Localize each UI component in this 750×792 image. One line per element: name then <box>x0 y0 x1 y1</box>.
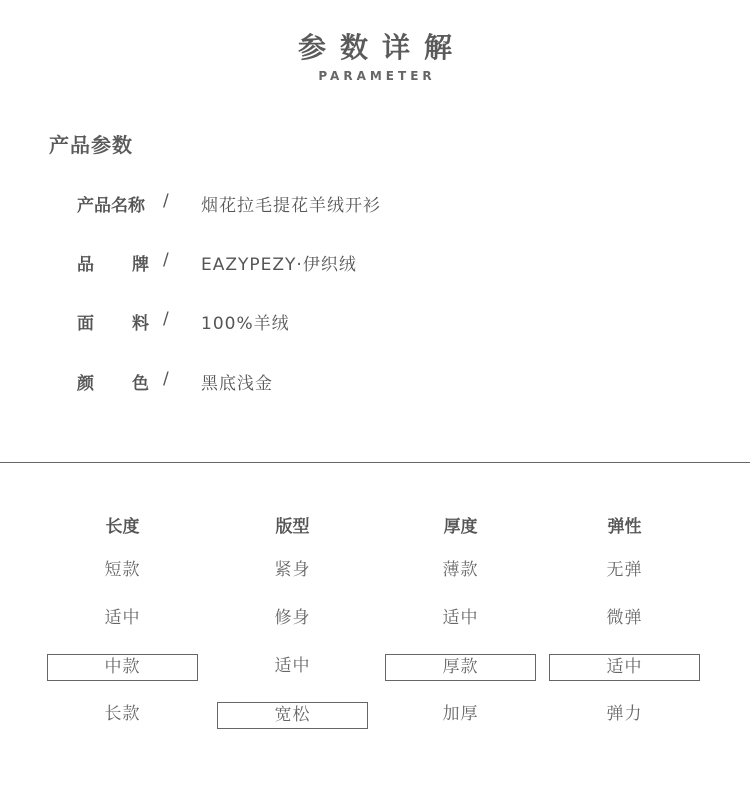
param-value: 100%羊绒 <box>201 314 290 334</box>
param-separator: / <box>163 250 169 270</box>
grid-option: 加厚 <box>442 704 479 724</box>
param-label <box>77 309 149 334</box>
grid-header-length: 长度 <box>105 517 140 537</box>
param-label-char: 品 <box>77 255 94 275</box>
grid-option: 适中 <box>442 608 479 628</box>
grid-option: 无弹 <box>606 560 643 580</box>
grid-option-selected: 宽松 <box>217 702 368 729</box>
page-title: 参数详解 <box>297 31 466 64</box>
grid-header-elasticity: 弹性 <box>607 517 642 537</box>
param-separator: / <box>163 369 169 389</box>
grid-option: 弹力 <box>606 704 643 724</box>
param-label <box>77 191 149 216</box>
grid-option: 紧身 <box>274 560 311 580</box>
grid-header-fit: 版型 <box>275 517 310 537</box>
grid-option: 长款 <box>104 704 141 724</box>
param-label-text: 产品名称 <box>77 196 145 216</box>
param-label-char: 料 <box>132 314 149 334</box>
param-label-char: 色 <box>132 374 149 394</box>
grid-option: 适中 <box>274 656 311 676</box>
param-label-char: 颜 <box>77 374 94 394</box>
param-value: EAZYPEZY·伊织绒 <box>201 255 357 275</box>
param-value: 烟花拉毛提花羊绒开衫 <box>201 196 381 216</box>
param-value: 黑底浅金 <box>201 374 273 394</box>
param-label-char: 面 <box>77 314 94 334</box>
grid-option: 微弹 <box>606 608 643 628</box>
grid-option-selected: 适中 <box>549 654 700 681</box>
grid-option: 修身 <box>274 608 311 628</box>
param-label <box>77 369 149 394</box>
grid-option: 薄款 <box>442 560 479 580</box>
grid-header-thickness: 厚度 <box>443 517 478 537</box>
grid-option-selected: 中款 <box>47 654 198 681</box>
grid-option: 适中 <box>104 608 141 628</box>
param-separator: / <box>163 309 169 329</box>
grid-option: 短款 <box>104 560 141 580</box>
page-subtitle: PARAMETER <box>318 69 436 83</box>
param-label-char: 牌 <box>132 255 149 275</box>
grid-option-selected: 厚款 <box>385 654 536 681</box>
param-separator: / <box>163 191 169 211</box>
divider <box>0 462 750 463</box>
section-title: 产品参数 <box>49 133 133 157</box>
param-label <box>77 250 149 275</box>
